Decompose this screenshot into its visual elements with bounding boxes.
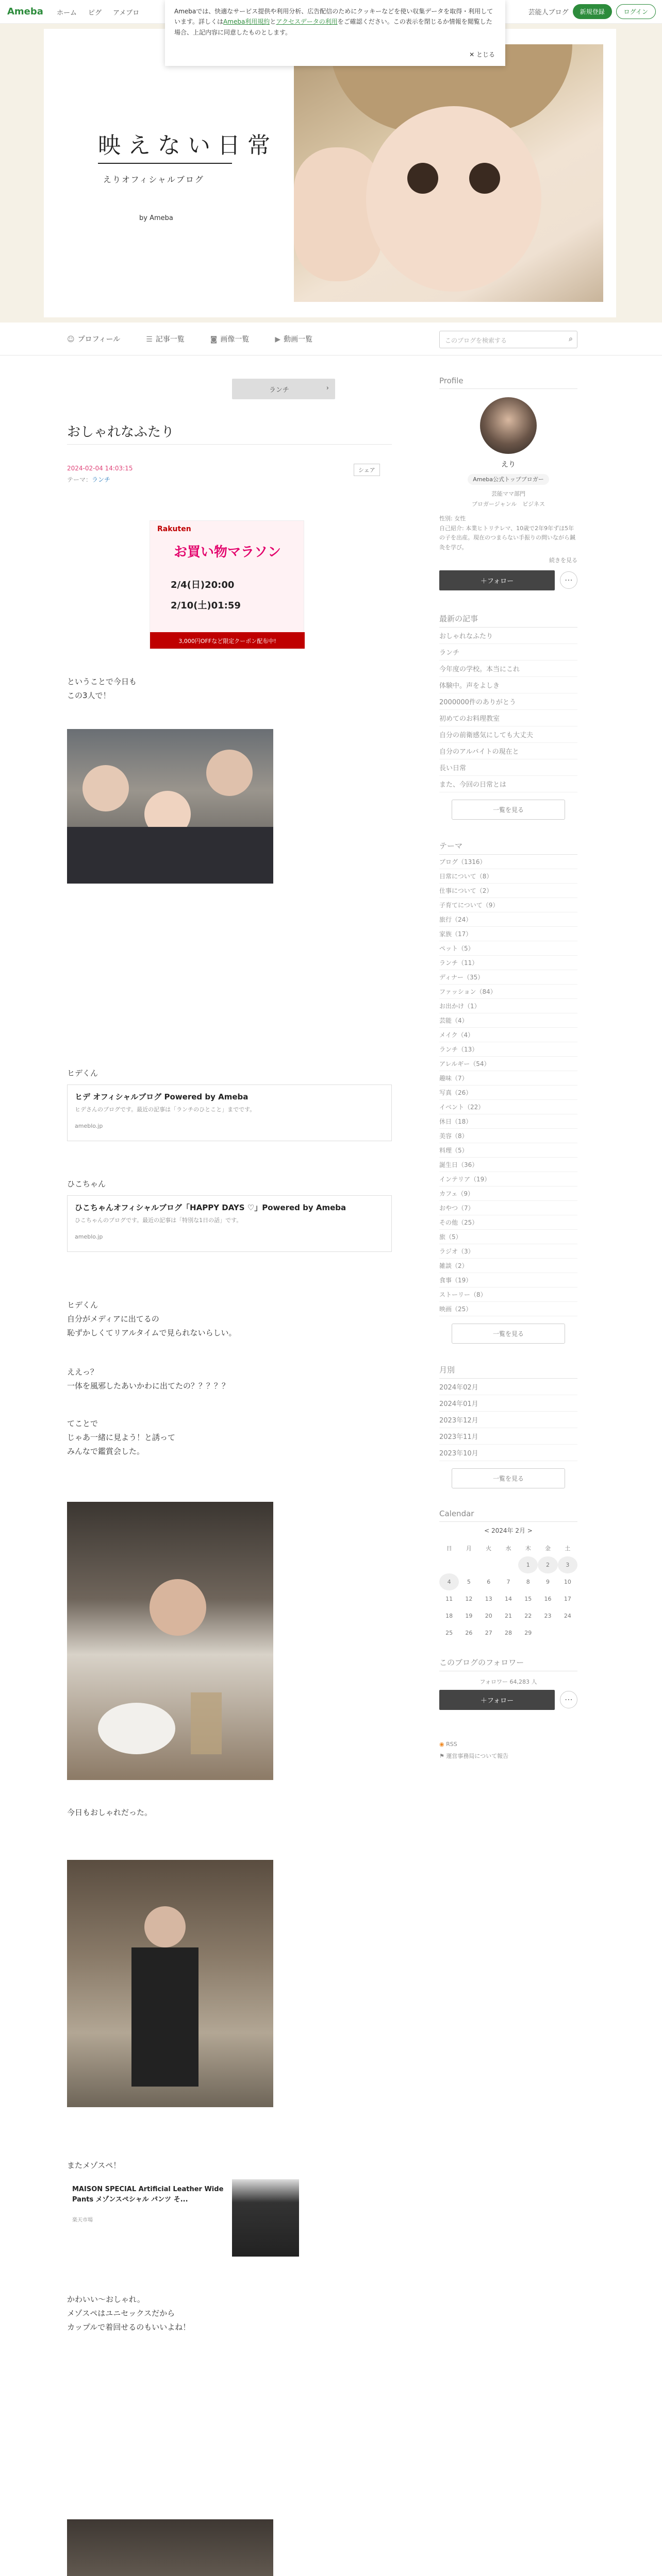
calendar-day[interactable]: 29 bbox=[524, 1629, 532, 1636]
theme-item[interactable]: 子育てについて（9） bbox=[439, 898, 577, 912]
recent-item[interactable]: 長い日常 bbox=[439, 759, 577, 776]
paragraph-3 bbox=[67, 1365, 229, 1393]
calendar-day bbox=[538, 1624, 557, 1641]
cookie-text-2: と bbox=[270, 18, 276, 26]
recent-item[interactable]: おしゃれなふたり bbox=[439, 628, 577, 644]
calendar-day[interactable]: 27 bbox=[485, 1629, 492, 1636]
calendar-weekday: 木 bbox=[525, 1545, 531, 1552]
month-item[interactable]: 2023年10月 bbox=[439, 1445, 577, 1461]
global-nav-right bbox=[528, 4, 656, 19]
post-photo-hiko[interactable] bbox=[67, 2519, 273, 2576]
official-badge-label: Ameba公式トップブロガー bbox=[468, 474, 549, 485]
report-label: 運営事務局について報告 bbox=[446, 1752, 509, 1759]
calendar-day[interactable]: 2 bbox=[538, 1556, 557, 1573]
ameba-logo[interactable]: Ameba bbox=[7, 6, 43, 17]
calendar-weekday: 金 bbox=[545, 1545, 551, 1552]
recent-list bbox=[439, 628, 577, 792]
theme-item[interactable]: イベント（22） bbox=[439, 1100, 577, 1114]
share-button[interactable]: シェア bbox=[354, 464, 380, 476]
article-title[interactable]: おしゃれなふたり bbox=[67, 425, 175, 440]
product-image bbox=[232, 2179, 299, 2257]
theme-item[interactable]: 趣味（7） bbox=[439, 1071, 577, 1086]
theme-item[interactable]: 仕事について（2） bbox=[439, 884, 577, 898]
product-card-1[interactable] bbox=[67, 2179, 392, 2262]
search-icon[interactable]: ⌕ bbox=[569, 335, 573, 343]
cookie-text-3: をご確認ください。この表示を閉じるか情報を閲覧した場合、上記内容に同意したものとします。 bbox=[174, 18, 492, 36]
subnav-label: 画像一覧 bbox=[220, 335, 250, 344]
camera-icon: ◙ bbox=[210, 335, 218, 344]
more-options-icon[interactable]: ⋯ bbox=[560, 1691, 577, 1708]
text-line: みんなで鑑賞会した。 bbox=[67, 1447, 145, 1456]
card-title: ヒデ オフィシャルブログ Powered by Ameba bbox=[75, 1092, 249, 1101]
ameba-byline: by Ameba bbox=[139, 214, 173, 222]
sidebar bbox=[439, 355, 577, 1760]
subnav-profile[interactable] bbox=[67, 334, 120, 344]
calendar-day[interactable]: 17 bbox=[564, 1595, 571, 1602]
calendar-day[interactable]: 18 bbox=[445, 1612, 453, 1619]
theme-item[interactable]: 日常について（8） bbox=[439, 869, 577, 884]
paragraph-4 bbox=[67, 1417, 175, 1459]
theme-button[interactable] bbox=[232, 379, 335, 399]
post-photo-group[interactable] bbox=[67, 729, 273, 884]
theme-list bbox=[439, 855, 577, 1316]
text-line: 一体を風邪したあいかわに出てたの？？？？？ bbox=[67, 1381, 230, 1391]
ad-start: 2/4(日)20:00 bbox=[171, 580, 235, 590]
profile-bio: 性別: 女性 自己紹介: 本業ヒトリテレマ、10歳で2年9年ずほ5年の子を出産。現在のつまらない手振りの問いながら鍼灸を学び。 bbox=[439, 515, 575, 551]
followers-heading: このブログのフォロワー bbox=[439, 1657, 577, 1671]
hide-blog-card[interactable] bbox=[67, 1084, 392, 1141]
card-desc: ヒデさんのブログです。最近の記事は「ランチのひとこと」までです。 bbox=[75, 1106, 256, 1113]
month-item[interactable]: 2023年12月 bbox=[439, 1412, 577, 1428]
header-photo bbox=[294, 44, 603, 302]
access-data-link[interactable]: アクセスデータの利用 bbox=[276, 18, 338, 26]
calendar-day[interactable]: 4 bbox=[439, 1573, 459, 1590]
more-options-icon[interactable]: ⋯ bbox=[560, 571, 577, 589]
flag-icon: ⚑ bbox=[439, 1752, 444, 1759]
article-column bbox=[67, 355, 392, 2576]
subnav-videos[interactable] bbox=[275, 334, 312, 344]
theme-item[interactable]: 旅（5） bbox=[439, 1230, 577, 1244]
blog-subtitle: えりオフィシャルブログ bbox=[103, 175, 204, 184]
theme-item[interactable]: カフェ（9） bbox=[439, 1187, 577, 1201]
calendar-day bbox=[439, 1556, 459, 1573]
post-photo-dining[interactable] bbox=[67, 1502, 273, 1780]
login-button[interactable]: ログイン bbox=[616, 4, 656, 19]
profile-meta-1: 芸能ママ部門 bbox=[491, 490, 525, 497]
text-line: ヒデくん bbox=[67, 1300, 98, 1310]
calendar-day[interactable]: 14 bbox=[504, 1595, 512, 1602]
calendar-day bbox=[499, 1556, 518, 1573]
terms-link[interactable]: Ameba利用規約 bbox=[223, 18, 270, 26]
subnav-label: 動画一覧 bbox=[284, 335, 313, 344]
ad-end: 2/10(土)01:59 bbox=[171, 600, 241, 611]
recent-item[interactable]: 今年度の学校。本当にこれ bbox=[439, 660, 577, 677]
month-item[interactable]: 2024年02月 bbox=[439, 1379, 577, 1395]
month-more-button[interactable]: 一覧を見る bbox=[452, 1468, 565, 1488]
calendar-day[interactable]: 6 bbox=[487, 1578, 491, 1585]
celebrity-blog-link[interactable]: 芸能人ブログ bbox=[528, 9, 569, 16]
paragraph-6: またメゾスペ！ bbox=[67, 2161, 121, 2170]
theme-item[interactable]: おやつ（7） bbox=[439, 1201, 577, 1215]
calendar-day[interactable]: 5 bbox=[467, 1578, 471, 1585]
text-line: カップルで着回せるのもいいよね！ bbox=[67, 2323, 191, 2332]
ad-headline: お買い物マラソン bbox=[173, 545, 281, 560]
calendar-heading: Calendar bbox=[439, 1509, 577, 1522]
search-placeholder: このブログを検索する bbox=[445, 337, 507, 344]
month-heading: 月別 bbox=[439, 1364, 577, 1379]
subnav-entries[interactable] bbox=[146, 334, 185, 344]
calendar-day[interactable]: 15 bbox=[524, 1595, 532, 1602]
profile-actions bbox=[439, 570, 577, 590]
theme-item[interactable]: 美容（8） bbox=[439, 1129, 577, 1143]
theme-heading: テーマ bbox=[439, 840, 577, 855]
theme-item[interactable]: 誕生日（36） bbox=[439, 1158, 577, 1172]
profile-avatar[interactable] bbox=[480, 397, 537, 454]
profile-icon: ☺ bbox=[67, 335, 75, 344]
blog-title[interactable]: 映えない日常 bbox=[98, 132, 277, 159]
calendar-title[interactable]: < 2024年 2月 > bbox=[484, 1527, 533, 1534]
calendar-day[interactable]: 28 bbox=[504, 1629, 512, 1636]
theme-item[interactable]: 家族（17） bbox=[439, 927, 577, 941]
followers-actions bbox=[439, 1690, 577, 1710]
text-line: メゾスペはユニセックスだから bbox=[67, 2309, 175, 2318]
subnav-label: 記事一覧 bbox=[155, 335, 185, 344]
theme-item[interactable]: 休日（18） bbox=[439, 1114, 577, 1129]
recent-heading: 最新の記事 bbox=[439, 613, 577, 628]
blog-subnav bbox=[0, 323, 662, 355]
nav-link-home[interactable]: ホーム bbox=[57, 9, 77, 17]
theme-item[interactable]: 芸能（4） bbox=[439, 1013, 577, 1028]
recent-item[interactable]: ランチ bbox=[439, 644, 577, 660]
profile-meta-2: ブロガージャンル ビジネス bbox=[472, 501, 545, 507]
calendar-weekday: 水 bbox=[505, 1545, 511, 1552]
calendar-day[interactable]: 11 bbox=[445, 1595, 453, 1602]
theme-more-button[interactable]: 一覧を見る bbox=[452, 1324, 565, 1344]
calendar-day[interactable]: 25 bbox=[445, 1629, 453, 1636]
calendar-day[interactable]: 24 bbox=[564, 1612, 571, 1619]
theme-item[interactable]: その他（25） bbox=[439, 1215, 577, 1230]
theme-item[interactable]: ランチ（13） bbox=[439, 1042, 577, 1057]
follow-button-2[interactable]: ＋フォロー bbox=[439, 1690, 555, 1710]
theme-item[interactable]: ファッション（84） bbox=[439, 985, 577, 999]
calendar-day[interactable]: 26 bbox=[465, 1629, 473, 1636]
theme-item[interactable]: ディナー（35） bbox=[439, 970, 577, 985]
rss-link[interactable] bbox=[439, 1741, 577, 1748]
profile-name[interactable]: えり bbox=[501, 461, 516, 469]
label-hiko: ひこちゃん bbox=[67, 1179, 106, 1189]
post-photo-outfit[interactable] bbox=[67, 1860, 273, 2107]
nav-link-pigg[interactable]: ピグ bbox=[88, 9, 102, 17]
cookie-text-1: Amebaでは、快適なサービス提供や利用分析、広告配信のためにクッキーなどを使い収集データを取得・利用しています。詳しくは bbox=[174, 8, 493, 26]
read-more-link[interactable]: 続きを見る bbox=[549, 556, 577, 564]
recent-item[interactable]: また、今回の日常とは bbox=[439, 776, 577, 792]
subnav-items bbox=[67, 334, 312, 344]
official-badge bbox=[439, 473, 577, 483]
recent-more-button[interactable]: 一覧を見る bbox=[452, 800, 565, 820]
subnav-label: プロフィール bbox=[77, 335, 121, 344]
theme-item[interactable]: お出かけ（1） bbox=[439, 999, 577, 1013]
card-desc: ひこちゃんのブログです。最近の記事は「特別な1日の話」です。 bbox=[75, 1217, 242, 1224]
theme-label: テーマ： bbox=[67, 476, 92, 483]
card-url: ameblo.jp bbox=[75, 1123, 103, 1129]
followers-count[interactable]: フォロワー 64,283 人 bbox=[479, 1678, 537, 1685]
follow-button[interactable]: ＋フォロー bbox=[439, 570, 555, 590]
calendar-day[interactable]: 16 bbox=[544, 1595, 552, 1602]
blog-search-input[interactable] bbox=[439, 331, 577, 348]
product-title: MAISON SPECIAL Artificial Leather Wide Pants メゾンスペシャル パンツ そ... bbox=[72, 2185, 224, 2204]
calendar-day[interactable]: 9 bbox=[546, 1578, 550, 1585]
chevron-right-icon: › bbox=[326, 384, 329, 392]
theme-link[interactable]: ランチ bbox=[92, 476, 111, 483]
month-item[interactable]: 2024年01月 bbox=[439, 1395, 577, 1412]
calendar-day[interactable]: 23 bbox=[544, 1612, 552, 1619]
profile-heading: Profile bbox=[439, 376, 577, 389]
theme-item[interactable]: メイク（4） bbox=[439, 1028, 577, 1042]
cookie-notice bbox=[165, 0, 505, 66]
theme-button-label: ランチ bbox=[269, 386, 289, 394]
calendar-day[interactable]: 13 bbox=[485, 1595, 492, 1602]
recent-item[interactable]: 自分の前衛感気にしても大丈夫 bbox=[439, 726, 577, 743]
text-line: この3人で！ bbox=[67, 691, 111, 700]
hiko-blog-card[interactable] bbox=[67, 1195, 392, 1252]
register-button[interactable]: 新規登録 bbox=[573, 4, 612, 19]
rakuten-ad-banner[interactable] bbox=[150, 520, 304, 649]
calendar-day[interactable]: 20 bbox=[485, 1612, 492, 1619]
calendar-day[interactable]: 3 bbox=[558, 1556, 577, 1573]
text-line: 恥ずかしくてリアルタイムで見られないらしい。 bbox=[67, 1328, 237, 1337]
paragraph-7 bbox=[67, 2293, 190, 2334]
theme-item[interactable]: ストーリー（8） bbox=[439, 1287, 577, 1302]
calendar-day[interactable]: 22 bbox=[524, 1612, 532, 1619]
calendar-day[interactable]: 7 bbox=[506, 1578, 510, 1585]
calendar-day[interactable]: 21 bbox=[504, 1612, 512, 1619]
theme-item[interactable]: 映画（25） bbox=[439, 1302, 577, 1316]
product-source: 楽天市場 bbox=[72, 2217, 93, 2223]
calendar-grid bbox=[439, 1540, 577, 1641]
theme-item[interactable]: ブログ（1316） bbox=[439, 855, 577, 869]
title-divider bbox=[98, 163, 232, 164]
film-icon: ▶ bbox=[275, 335, 281, 344]
ad-coupon: 3,000円OFFなど限定クーポン配布中! bbox=[150, 632, 305, 649]
article-date: 2024-02-04 14:03:15 bbox=[67, 465, 133, 472]
list-icon: ☰ bbox=[146, 335, 153, 344]
theme-item[interactable]: 食事（19） bbox=[439, 1273, 577, 1287]
card-url: ameblo.jp bbox=[75, 1233, 103, 1240]
theme-item[interactable]: アレルギー（54） bbox=[439, 1057, 577, 1071]
nav-link-ameblo[interactable]: アメブロ bbox=[113, 9, 140, 17]
rss-icon: ◉ bbox=[439, 1740, 444, 1748]
theme-item[interactable]: 料理（5） bbox=[439, 1143, 577, 1158]
paragraph-5: 今日もおしゃれだった。 bbox=[67, 1808, 153, 1817]
recent-item[interactable]: 初めてのお料理教室 bbox=[439, 710, 577, 726]
article-theme bbox=[67, 475, 110, 484]
calendar-day[interactable]: 12 bbox=[465, 1595, 473, 1602]
month-list bbox=[439, 1379, 577, 1461]
calendar-weekday: 月 bbox=[466, 1545, 472, 1552]
text-line: かわいい〜おしゃれ。 bbox=[67, 2295, 145, 2304]
recent-item[interactable]: 体験中。声をよしき bbox=[439, 677, 577, 693]
theme-item[interactable]: 旅行（24） bbox=[439, 912, 577, 927]
calendar-day bbox=[459, 1556, 478, 1573]
calendar-day bbox=[479, 1556, 499, 1573]
rakuten-logo: Rakuten bbox=[157, 525, 191, 533]
paragraph-1 bbox=[67, 675, 137, 703]
theme-item[interactable]: インテリア（19） bbox=[439, 1172, 577, 1187]
label-hide: ヒデくん bbox=[67, 1069, 98, 1078]
subnav-images[interactable] bbox=[210, 334, 250, 344]
blog-header bbox=[0, 24, 662, 323]
month-item[interactable]: 2023年11月 bbox=[439, 1428, 577, 1445]
text-line: じゃあ一緒に見よう！と誘って bbox=[67, 1433, 176, 1442]
cookie-close-button[interactable]: ✕ とじる bbox=[469, 50, 495, 58]
recent-item[interactable]: 自分のアルバイトの現在と bbox=[439, 743, 577, 759]
calendar-day[interactable]: 8 bbox=[526, 1578, 530, 1585]
calendar-day bbox=[558, 1624, 577, 1641]
global-nav-links bbox=[57, 7, 139, 17]
theme-item[interactable]: ラジオ（3） bbox=[439, 1244, 577, 1259]
theme-item[interactable]: ランチ（11） bbox=[439, 956, 577, 970]
theme-item[interactable]: 雑談（2） bbox=[439, 1259, 577, 1273]
calendar-weekday: 日 bbox=[446, 1545, 452, 1552]
calendar-weekday: 土 bbox=[565, 1545, 571, 1552]
calendar-day[interactable]: 10 bbox=[564, 1578, 571, 1585]
report-link[interactable] bbox=[439, 1752, 577, 1760]
calendar-day[interactable]: 1 bbox=[518, 1556, 538, 1573]
paragraph-2 bbox=[67, 1298, 237, 1340]
calendar-day[interactable]: 19 bbox=[465, 1612, 473, 1619]
card-title: ひこちゃんオフィシャルブログ「HAPPY DAYS ♡」Powered by Ameba bbox=[75, 1203, 346, 1212]
text-line: 自分がメディアに出てるの bbox=[67, 1314, 159, 1324]
rss-label: RSS bbox=[446, 1740, 457, 1748]
text-line: ということで今日も bbox=[67, 677, 137, 686]
text-line: ええっ？ bbox=[67, 1367, 98, 1377]
theme-item[interactable]: 写真（26） bbox=[439, 1086, 577, 1100]
article-divider bbox=[67, 444, 392, 445]
theme-item[interactable]: ペット（5） bbox=[439, 941, 577, 956]
calendar-weekday: 火 bbox=[486, 1545, 492, 1552]
text-line: てことで bbox=[67, 1419, 98, 1428]
recent-item[interactable]: 2000000件のありがとう bbox=[439, 693, 577, 710]
